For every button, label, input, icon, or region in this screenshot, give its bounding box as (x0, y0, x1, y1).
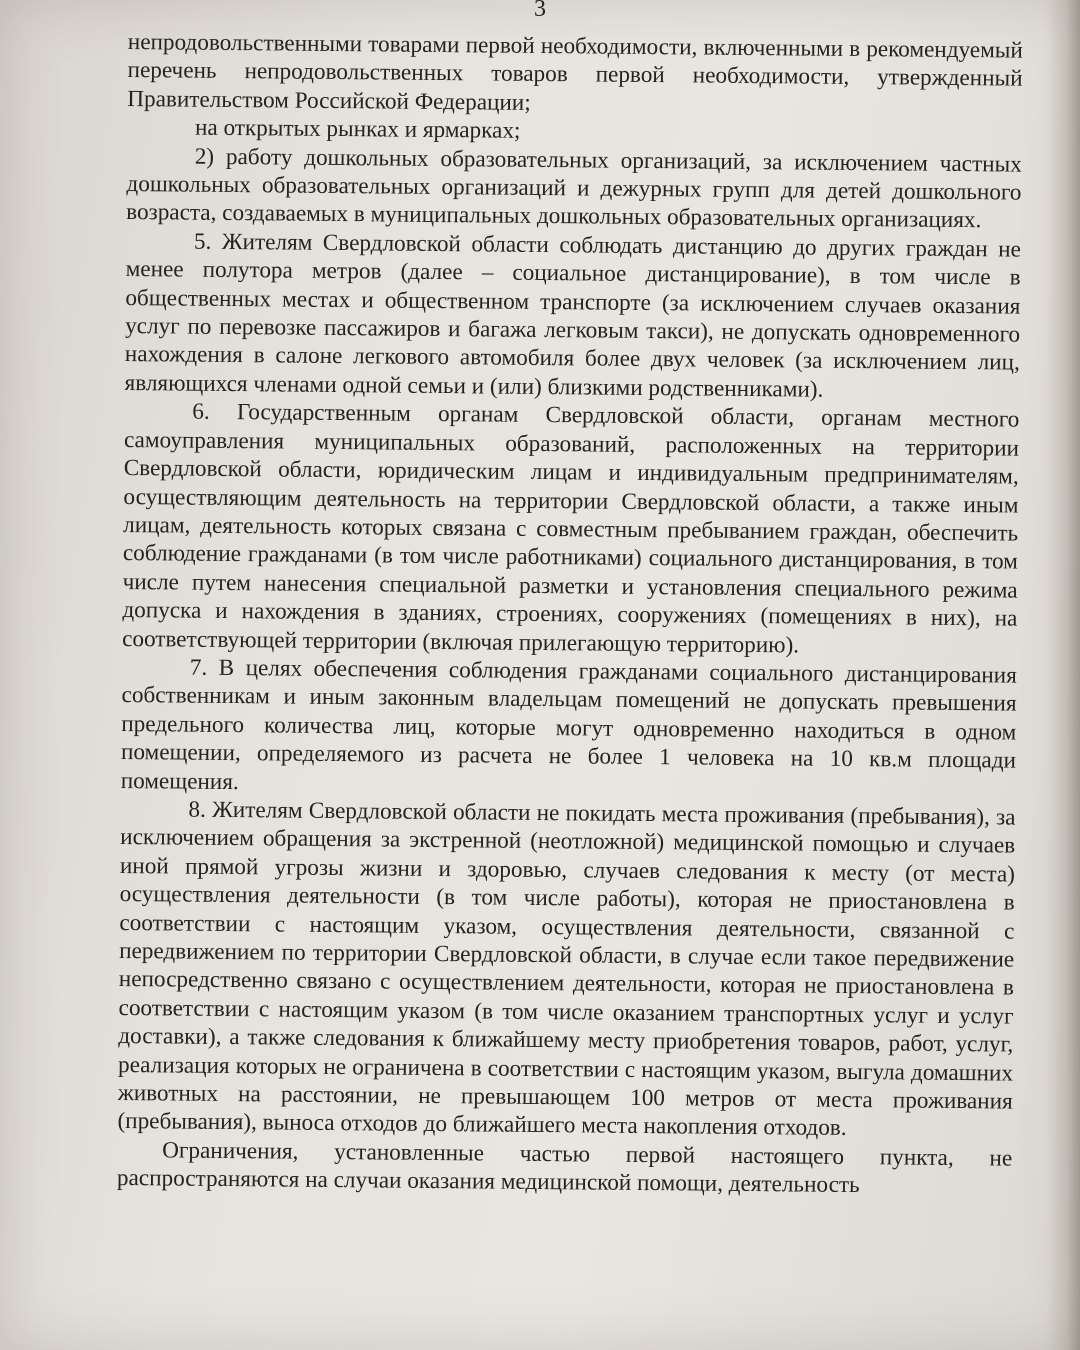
paragraph-markets: на открытых рынках и ярмарках; (194, 114, 521, 144)
paragraph-item-6: 6. Государственным органам Свердловской области, органам местного самоуправления муниципальных образований, расположенных на территории Свердловской области, юридическим лицам и индивидуальным предпринимателям, осуществляющим деятельность на территории Свердловской области, а также иным лицам, деятельность которых связана с совместным пребыванием граждан, обеспечить соблюдение гражданами (в том числе работниками) социального дистанцирования, в том числе путем нанесения специальной разметки и установления специального режима допуска и нахождения в зданиях, строениях, сооружениях (помещениях в них), на соответствующей территории (включая прилегающую территорию). (122, 398, 1020, 659)
paragraph-goods-list-continuation: непродовольственными товарами первой необходимости, включенными в рекомендуемый перечень непродовольственных товаров первой необходимости, утвержденный Правительством Российской Федерации; (127, 28, 1023, 116)
paragraph-item-7: 7. В целях обеспечения соблюдения гражданами социального дистанцирования собственникам и иным законным владельцам помещений не допускать превышения предельного количества лиц, которые могут одновременно находиться в одном помещении, определяемого из расчета не более 1 человека на 10 кв.м площади помещения. (120, 654, 1017, 795)
paragraph-item-5: 5. Жителям Свердловской области соблюдать дистанцию до других граждан не менее полутора метров (далее – социальное дистанцирование), в том числе в общественных местах и общественном транспорте (за исключением случаев оказания услуг по перевозке пассажиров и багажа легковым такси), не допускать одновременного нахождения в салоне легкового автомобиля более двух человек (за исключением лиц, являющихся членами одной семьи и (или) близкими родственниками). (124, 228, 1022, 403)
document-body (117, 28, 1023, 1201)
paragraph-preschool: 2) работу дошкольных образовательных организаций, за исключением частных дошкольных образовательных организаций и дежурных групп для детей дошкольного возраста, создаваемых в муниципальных дошкольных образовательных организациях. (126, 143, 1022, 234)
page-number: 3 (534, 0, 546, 22)
page-edge-shadow (1046, 0, 1080, 1350)
paragraph-restrictions: Ограничения, установленные частью первой настоящего пункта, не распространяются на случаи оказания медицинской помощи, деятельность (116, 1137, 1013, 1199)
paragraph-item-8: 8. Жителям Свердловской области не покидать места проживания (пребывания), за исключением обращения за экстренной (неотложной) медицинской помощью и случаев иной прямой угрозы жизни и здоровью, случаев следования к месту (от места) осуществления деятельности (в том числе работы), которая не приостановлена в соответствии с настоящим указом, осуществления деятельности, связанной с передвижением по территории Свердловской области, в случае если такое передвижение непосредственно связано с осуществлением деятельности, которая не приостановлена в соответствии с настоящим указом (в том числе оказанием транспортных услуг и услуг доставки), а также следования к ближайшему месту приобретения товаров, работ, услуг, реализация которых не ограничена в соответствии с настоящим указом, выгула домашних животных на расстоянии, не превышающем 100 метров от места проживания (пребывания), выноса отходов до ближайшего места накопления отходов. (117, 796, 1016, 1142)
